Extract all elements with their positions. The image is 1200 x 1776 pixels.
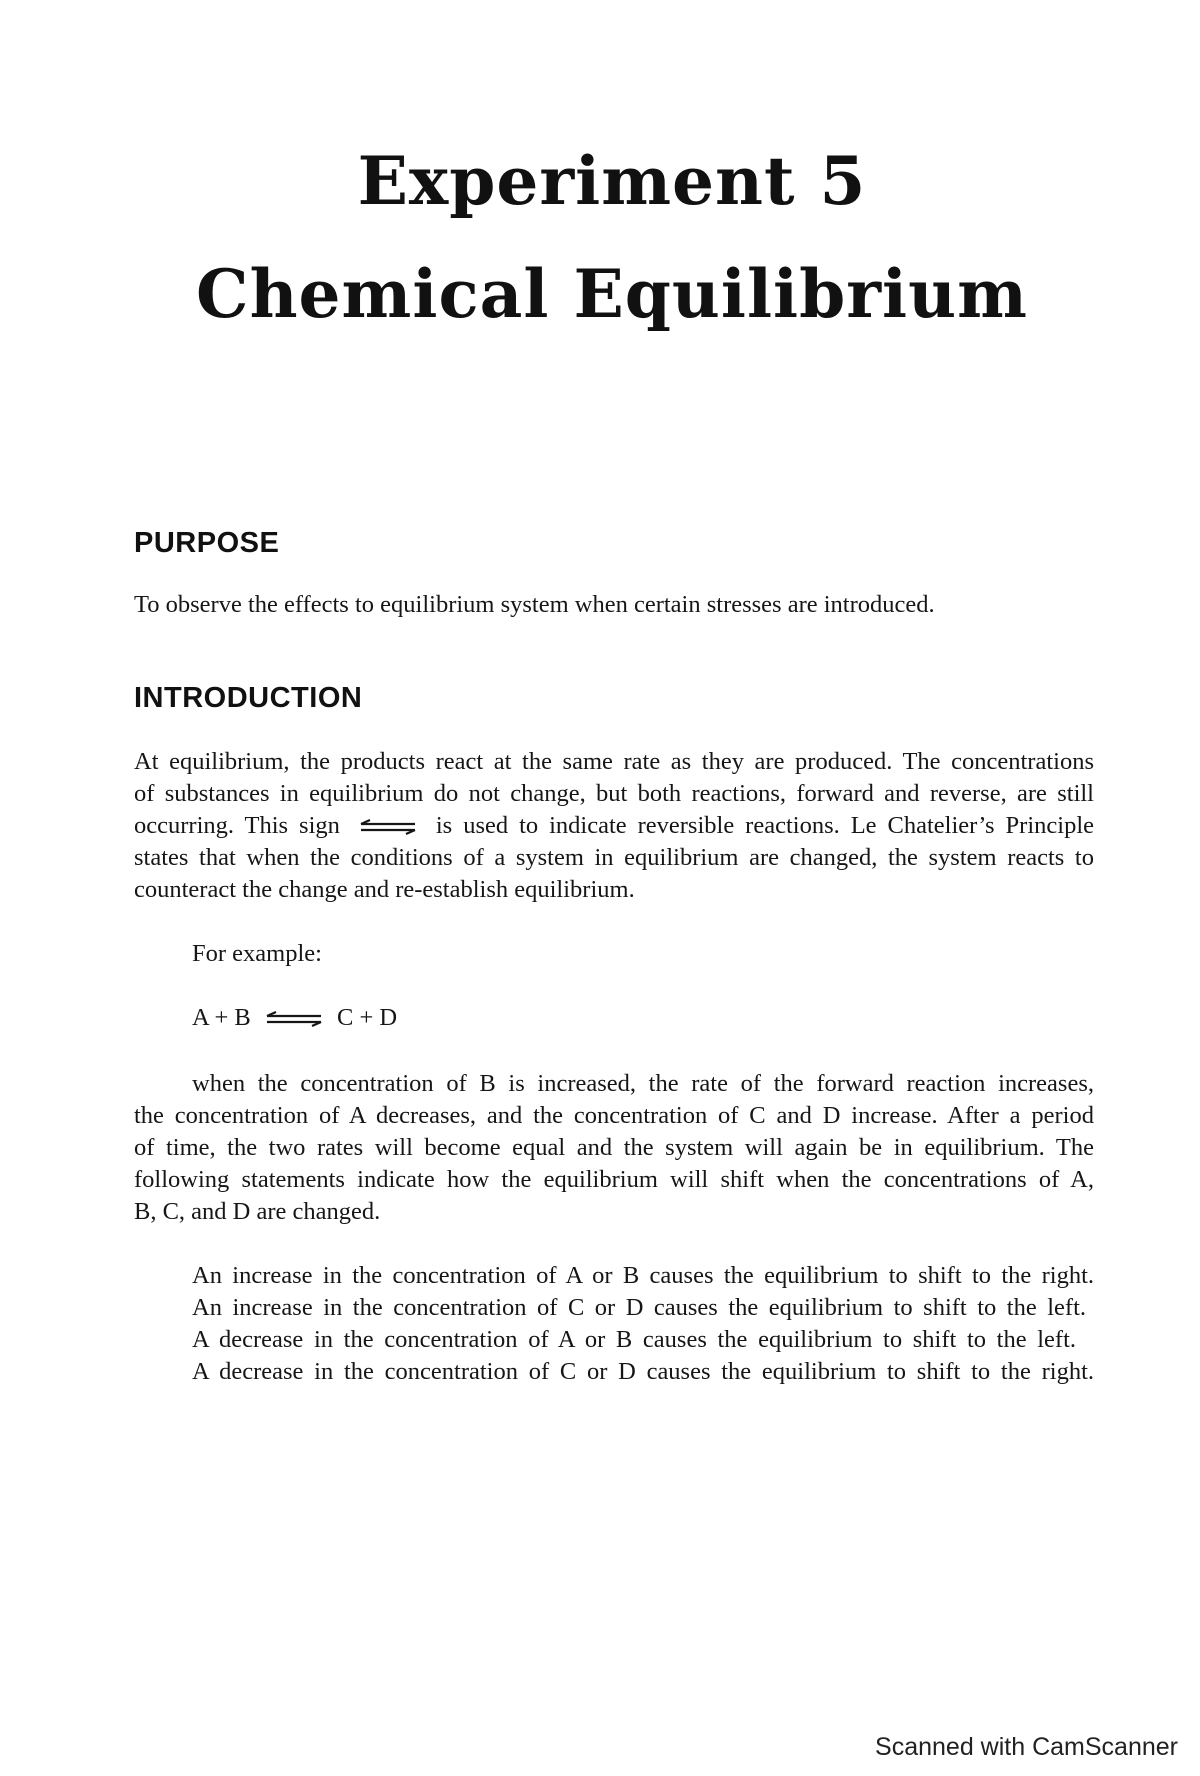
experiment-number-title: Experiment 5: [357, 142, 867, 220]
equilibrium-arrow-icon: [359, 819, 417, 835]
experiment-title: Chemical Equilibrium: [196, 255, 1028, 333]
example-equation: [192, 1004, 397, 1032]
intro-para2-line3: of time, the two rates will become equal and the system will again be in equilibrium. The: [134, 1134, 1094, 1161]
equation-products: C + D: [337, 1004, 398, 1031]
rule-line: An increase in the concentration of A or B causes the equilibrium to shift to the right.: [192, 1262, 1094, 1289]
intro-para1-line1: At equilibrium, the products react at the same rate as they are produced. The concentrations: [134, 748, 1094, 775]
example-label: For example:: [192, 940, 322, 967]
rule-line: An increase in the concentration of C or D causes the equilibrium to shift to the left.: [192, 1294, 1086, 1321]
intro-para2-line1: when the concentration of B is increased, the rate of the forward reaction increases,: [192, 1070, 1094, 1097]
intro-para1-line5: counteract the change and re-establish equilibrium.: [134, 876, 635, 903]
intro-para1-line4: states that when the conditions of a system in equilibrium are changed, the system reacts to: [134, 844, 1094, 871]
rule-line: A decrease in the concentration of A or B causes the equilibrium to shift to the left.: [192, 1326, 1076, 1353]
equilibrium-arrow-icon: [265, 1011, 323, 1027]
intro-para2-line4: following statements indicate how the equilibrium will shift when the concentrations of A,: [134, 1166, 1094, 1193]
introduction-heading: INTRODUCTION: [134, 682, 363, 714]
intro-para1-line3-after: is used to indicate reversible reactions. Le Chatelier’s Principle: [435, 812, 1094, 839]
intro-para1-line3: [134, 812, 1094, 840]
intro-para2-line5: B, C, and D are changed.: [134, 1198, 381, 1225]
purpose-text: To observe the effects to equilibrium system when certain stresses are introduced.: [134, 591, 935, 618]
purpose-heading: PURPOSE: [134, 527, 280, 559]
intro-para1-line3-before: occurring. This sign: [134, 812, 340, 839]
intro-para1-line2: of substances in equilibrium do not change, but both reactions, forward and reverse, are still: [134, 780, 1094, 807]
equation-reactants: A + B: [192, 1004, 251, 1031]
intro-para2-line2: the concentration of A decreases, and the concentration of C and D increase. After a period: [134, 1102, 1094, 1129]
rule-line: A decrease in the concentration of C or D causes the equilibrium to shift to the right.: [192, 1358, 1094, 1385]
camscanner-watermark: Scanned with CamScanner: [875, 1733, 1178, 1761]
